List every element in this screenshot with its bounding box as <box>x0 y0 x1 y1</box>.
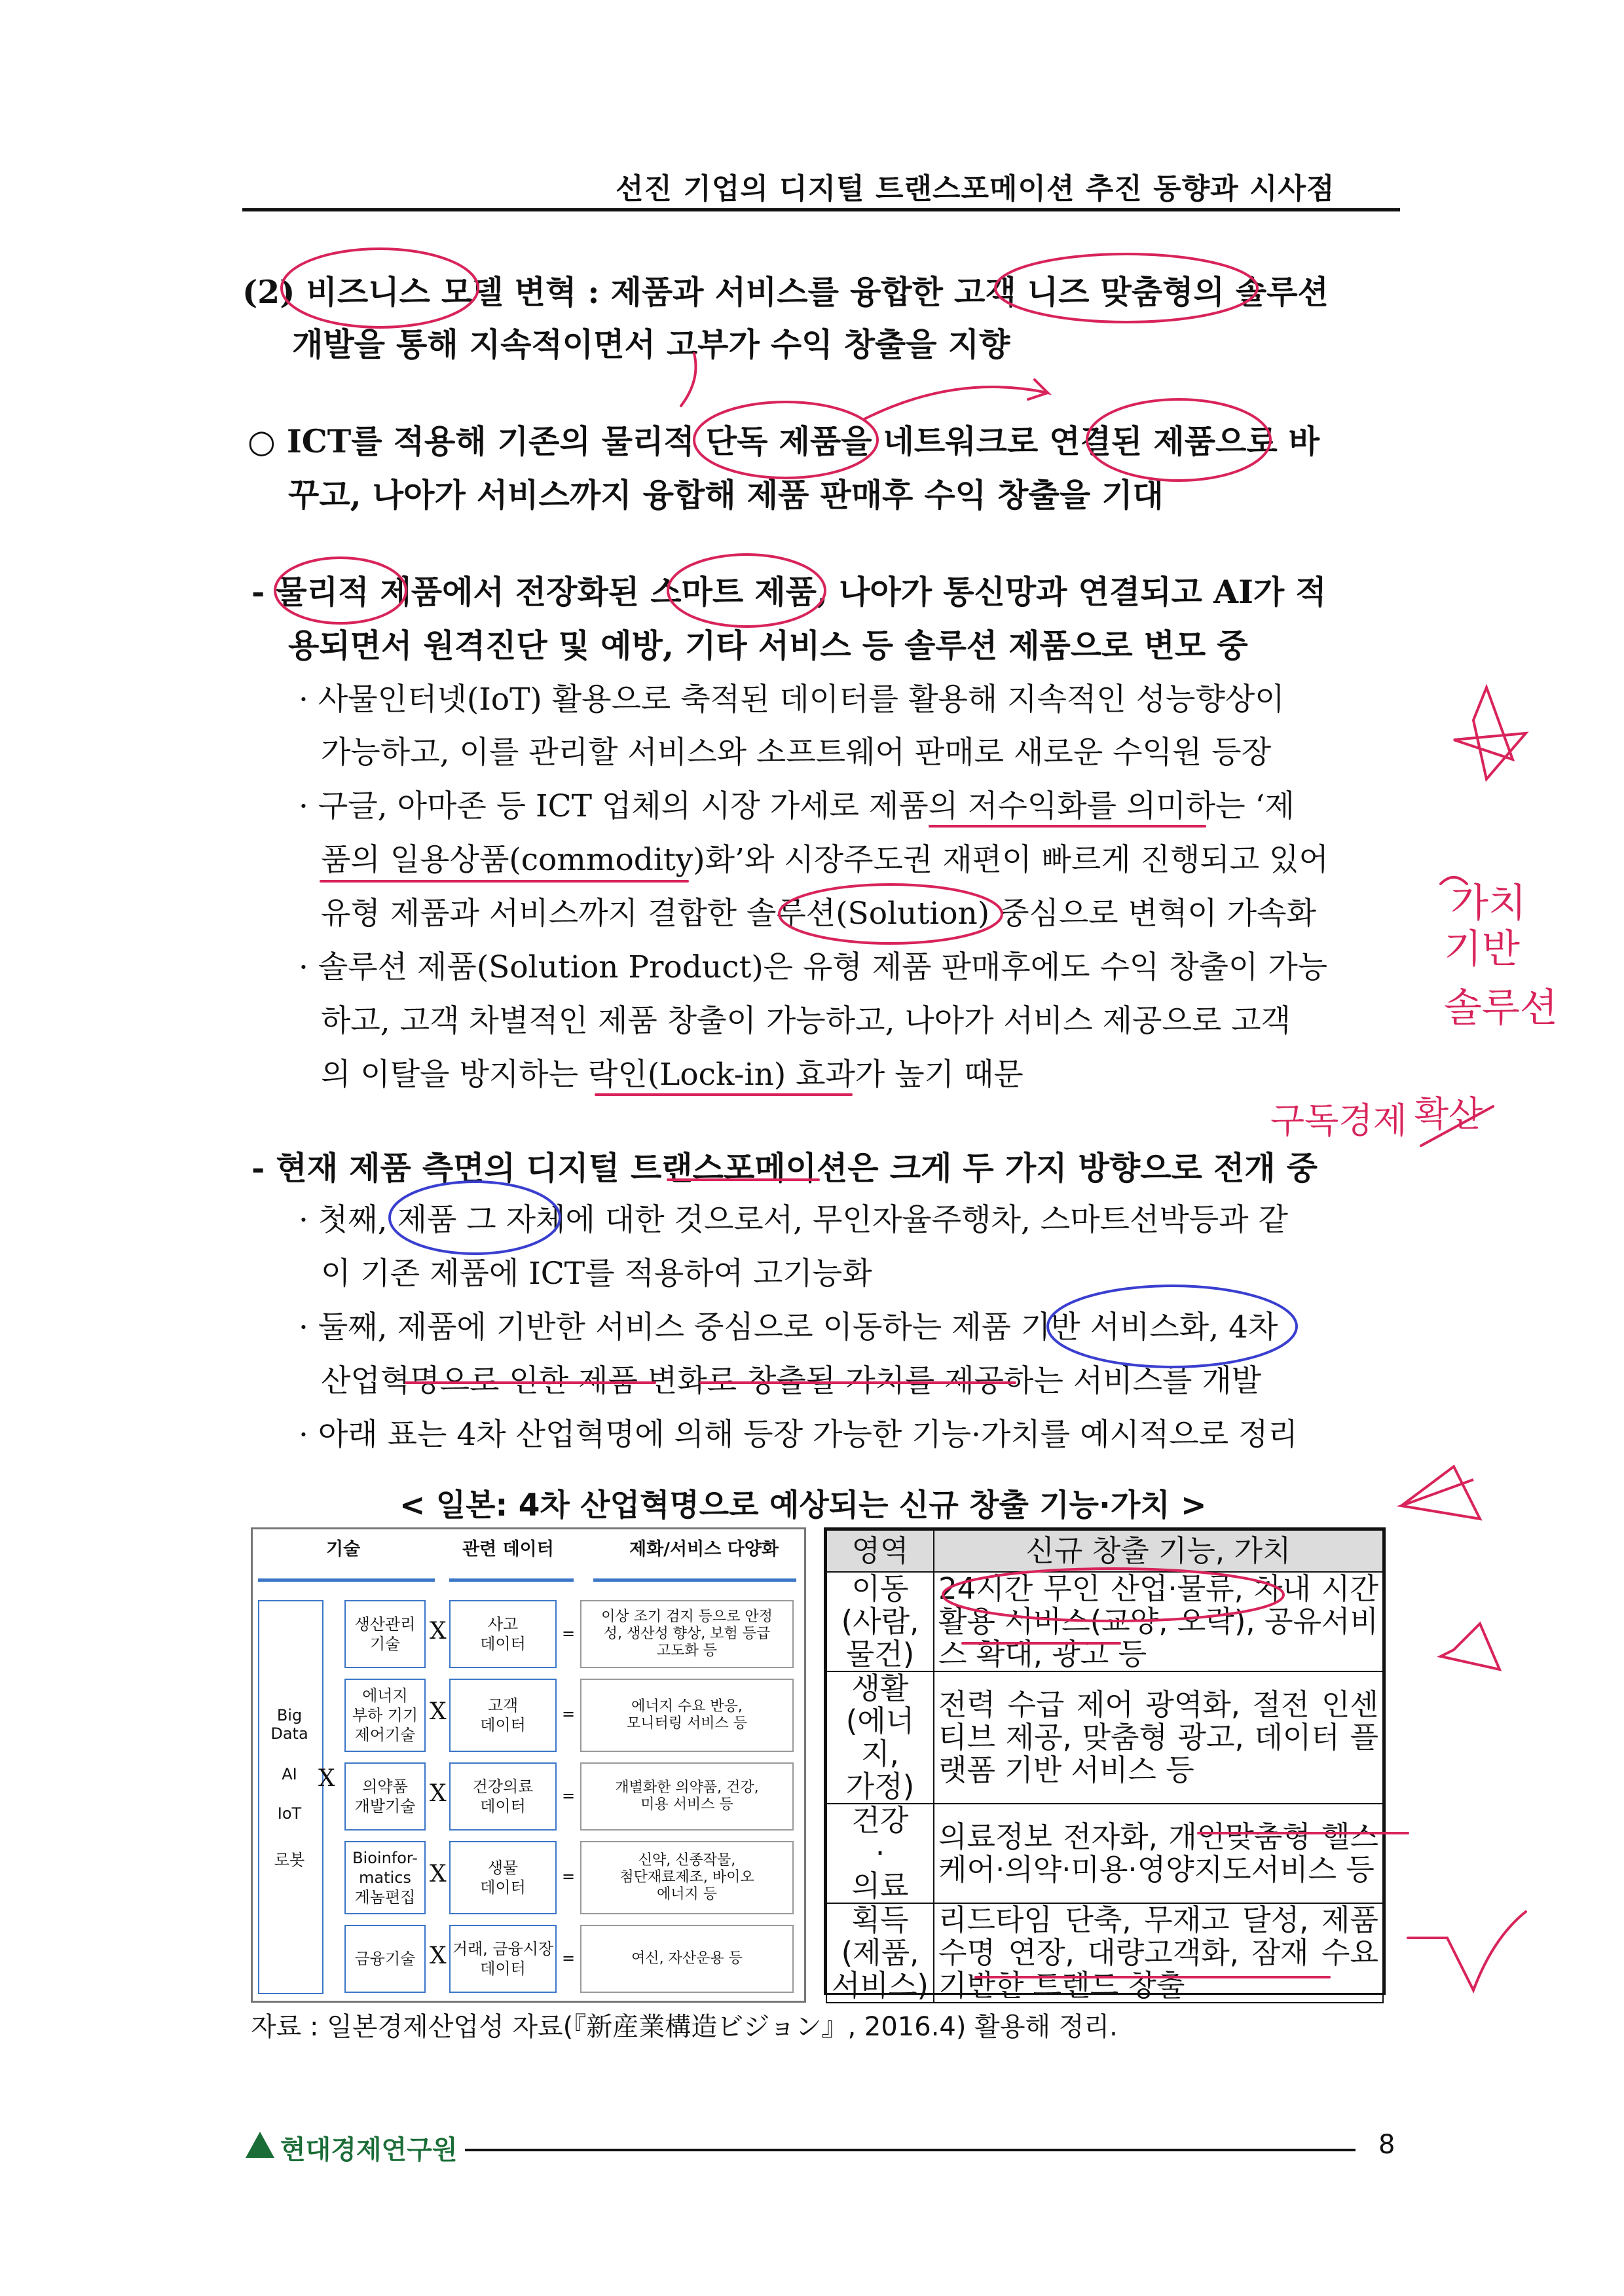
result-cell: 에너지 수요 반응, 모니터링 서비스 등 <box>580 1679 794 1752</box>
footer-logo-text: 현대경제연구원 <box>280 2135 458 2165</box>
multiply-symbol: X <box>430 1861 447 1887</box>
equals-symbol: = <box>562 1705 576 1723</box>
ink-check <box>1447 1912 1526 1990</box>
value-cell: 24시간 무인 산업·물류, 차내 시간 활용 서비스(교양, 오락), 공유서비스 확대, 광고 등 <box>934 1572 1383 1671</box>
ink-circle-connected <box>1087 399 1270 481</box>
area-cell: 생활 (에너지, 가정) <box>826 1671 934 1804</box>
bullet-solution-line2: 하고, 고객 차별적인 제품 창출이 가능하고, 나아가 서비스 제공으로 고객 <box>321 1003 1291 1039</box>
th-area: 영역 <box>826 1530 934 1572</box>
label-ai: AI <box>282 1765 297 1783</box>
svg-text:기반: 기반 <box>1444 926 1520 972</box>
ink-circle-business-model <box>282 249 478 327</box>
bullet-solution-line3: 의 이탈을 방지하는 락인(Lock-in) 효과가 높기 때문 <box>321 1057 1024 1093</box>
th-value: 신규 창출 기능, 가치 <box>934 1530 1383 1572</box>
section-heading-line1: (2) 비즈니스 모델 변혁 : 제품과 서비스를 융합한 고객 니즈 맞춤형의 솔루션 <box>242 273 1329 311</box>
data-cell: 생물 데이터 <box>449 1841 557 1914</box>
svg-text:솔루션: 솔루션 <box>1444 985 1558 1031</box>
bullet-first-line1: · 첫째, 제품 그 자체에 대한 것으로서, 무인자율주행차, 스마트선박등과 같 <box>299 1202 1288 1238</box>
label-bigdata: Big Data <box>270 1706 308 1743</box>
area-cell: 획득 (제품, 서비스) <box>826 1903 934 2003</box>
multiply-symbol: X <box>318 1765 335 1792</box>
bullet-google-line2: 품의 일용상품(commodity)화’와 시장주도권 재편이 빠르게 진행되고 있어 <box>321 842 1329 878</box>
tech-cell: 에너지 부하 기기 제어기술 <box>344 1679 426 1752</box>
dash2-line1: - 현재 제품 측면의 디지털 트랜스포메이션은 크게 두 가지 방향으로 전개 중 <box>251 1149 1318 1187</box>
bullet-google-line1: · 구글, 아마존 등 ICT 업체의 시장 가세로 제품의 저수익화를 의미하는 ‘제 <box>299 788 1295 824</box>
ink-star-doodle <box>1401 1467 1480 1519</box>
tech-cell: 생산관리 기술 <box>344 1600 426 1668</box>
running-header: 선진 기업의 디지털 트랜스포메이션 추진 동향과 시사점 <box>616 172 1335 206</box>
data-cell: 고객 데이터 <box>449 1679 557 1752</box>
header-result: 제화/서비스 다양화 <box>629 1539 779 1559</box>
ink-circle-physical <box>275 558 406 623</box>
multiply-symbol: X <box>430 1618 447 1645</box>
ink-star-doodle <box>1441 1624 1500 1669</box>
multiply-symbol: X <box>430 1780 447 1807</box>
result-cell: 신약, 신종작물, 첨단재료제조, 바이오 에너지 등 <box>580 1841 794 1914</box>
multiply-symbol: X <box>430 1698 447 1725</box>
header-data: 관련 데이터 <box>462 1539 554 1559</box>
result-cell: 개별화한 의약품, 건강, 미용 서비스 등 <box>580 1762 794 1831</box>
equals-symbol: = <box>562 1624 576 1643</box>
svg-text:확산: 확산 <box>1414 1093 1483 1135</box>
tech-cell: 의약품 개발기술 <box>344 1762 426 1831</box>
ink-arrow <box>864 380 1048 419</box>
area-cell: 건강 · 의료 <box>826 1804 934 1903</box>
multiply-symbol: X <box>430 1942 447 1969</box>
equals-symbol: = <box>562 1787 576 1805</box>
header-tech: 기술 <box>326 1539 361 1559</box>
svg-text:구독경제: 구독경제 <box>1270 1100 1407 1141</box>
value-cell: 리드타임 단축, 무재고 달성, 제품수명 연장, 대량고객화, 잠재 수요 기반한 트렌드 창출 <box>934 1903 1383 2003</box>
bullet-table-note: · 아래 표는 4차 산업혁명에 의해 등장 가능한 기능·가치를 예시적으로 정리 <box>299 1417 1298 1453</box>
footer-divider <box>465 2149 1356 2151</box>
equals-symbol: = <box>562 1949 576 1967</box>
logo-triangle-icon <box>246 2132 274 2158</box>
data-cell: 건강의료 데이터 <box>449 1762 557 1831</box>
bullet-iot-line1: · 사물인터넷(IoT) 활용으로 축적된 데이터를 활용해 지속적인 성능향상이 <box>299 682 1285 718</box>
section-heading-line2: 개발을 통해 지속적이면서 고부가 수익 창출을 지향 <box>292 325 1010 363</box>
ink-star-doodle <box>1454 687 1526 779</box>
table-caption: < 일본: 4차 산업혁명으로 예상되는 신규 창출 기능·가치 > <box>399 1487 1207 1523</box>
point1-line1: ○ ICT를 적용해 기존의 물리적 단독 제품을 네트워크로 연결된 제품으로 바 <box>248 422 1320 460</box>
result-cell: 이상 조기 검지 등으로 안정 성, 생산성 향상, 보험 등급 고도화 등 <box>580 1600 794 1668</box>
ink-circle-customer-needs <box>995 254 1257 322</box>
svg-text:가치: 가치 <box>1450 881 1526 926</box>
bullet-first-line2: 이 기존 제품에 ICT를 적용하여 고기능화 <box>321 1256 872 1292</box>
bullet-iot-line2: 가능하고, 이를 관리할 서비스와 소프트웨어 판매로 새로운 수익원 등장 <box>321 735 1272 771</box>
tech-cell: 금융기술 <box>344 1925 426 1993</box>
value-cell: 의료정보 전자화, 개인맞춤형 헬스케어·의약·미용·영양지도서비스 등 <box>934 1804 1383 1903</box>
label-iot: IoT <box>277 1804 302 1823</box>
bullet-second-line1: · 둘째, 제품에 기반한 서비스 중심으로 이동하는 제품 기반 서비스화, 4차 <box>299 1309 1278 1345</box>
ink-circle-solution <box>779 884 1002 943</box>
ink-circle-product-itself <box>390 1182 560 1254</box>
ink-circle-standalone <box>694 402 877 478</box>
data-cell: 거래, 금융시장 데이터 <box>449 1925 557 1993</box>
dash1-line2: 용되면서 원격진단 및 예방, 기타 서비스 등 솔루션 제품으로 변모 중 <box>288 627 1248 665</box>
equals-symbol: = <box>562 1867 576 1886</box>
page-number: 8 <box>1378 2130 1395 2160</box>
source-note: 자료 : 일본경제산업성 자료(『新産業構造ビジョン』, 2016.4) 활용해 정리. <box>251 2012 1118 2042</box>
bullet-google-line3: 유형 제품과 서비스까지 결합한 솔루션(Solution) 중심으로 변혁이 가속화 <box>321 896 1316 932</box>
bullet-second-line2: 산업혁명으로 인한 제품 변화로 창출될 가치를 제공하는 서비스를 개발 <box>321 1363 1262 1399</box>
ink-stroke <box>681 354 696 406</box>
point1-line2: 꾸고, 나아가 서비스까지 융합해 제품 판매후 수익 창출을 기대 <box>288 476 1164 514</box>
ink-circle-24h <box>943 1569 1283 1621</box>
label-robot: 로봇 <box>274 1851 305 1869</box>
result-cell: 여신, 자산운용 등 <box>580 1925 794 1993</box>
ink-circle-product-service <box>1048 1286 1297 1367</box>
data-cell: 사고 데이터 <box>449 1600 557 1668</box>
bullet-solution-line1: · 솔루션 제품(Solution Product)은 유형 제품 판매후에도 수익 창출이 가능 <box>299 949 1328 985</box>
ink-circle-smart <box>668 555 825 627</box>
area-cell: 이동 (사람, 물건) <box>826 1572 934 1671</box>
tech-cell: Bioinfor- matics 게놈편집 <box>344 1841 426 1914</box>
dash1-line1: - 물리적 제품에서 전장화된 스마트 제품, 나아가 통신망과 연결되고 AI가 적 <box>251 573 1327 611</box>
value-cell: 전력 수급 제어 광역화, 절전 인센티브 제공, 맞춤형 광고, 데이터 플랫폼 기반 서비스 등 <box>934 1671 1383 1804</box>
